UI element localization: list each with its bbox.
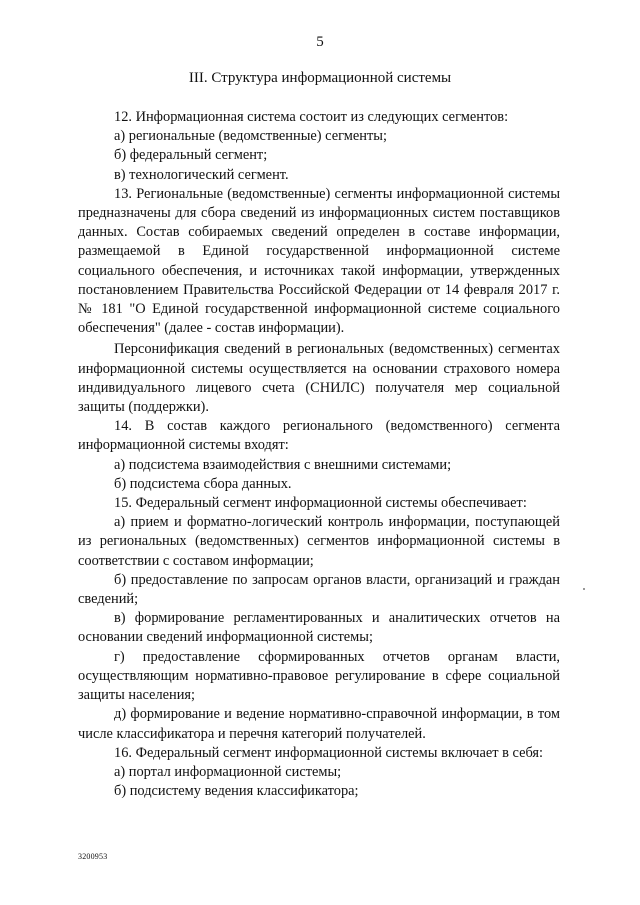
paragraph-15: 15. Федеральный сегмент информационной системы обеспечивает: (114, 495, 527, 512)
paragraph-16-b: б) подсистему ведения классификатора; (114, 783, 359, 800)
paragraph-14-a: а) подсистема взаимодействия с внешними системами; (114, 456, 452, 473)
page-number: 5 (316, 34, 324, 50)
section-title: III. Структура информационной системы (188, 70, 452, 86)
paragraph-12-c: в) технологический сегмент. (114, 166, 289, 183)
paragraph-15-d: г) предоставление сформированных отчетов органам власти, осуществляющим нормативно-правовое регулирование в сфере социальной защиты населения; (78, 648, 560, 704)
paragraph-16-a: а) портал информационной системы; (114, 763, 342, 780)
paragraph-15-b: б) предоставление по запросам органов власти, организаций и граждан сведений; (78, 571, 560, 608)
paragraph-13: 13. Региональные (ведомственные) сегменты информационной системы предназначены для сбора сведений из информационных систем поставщиков данных. Состав собираемых сведений определен в составе информации, размещаемой в Единой государственной информационной системе социального обеспечения, и источниках такой информации, утвержденных постановлением Правительства Российской Федерации от 14 февраля 2017 г. № 181 "О Единой государственной информационной системе социального обеспечения" (далее - состав информации). (78, 185, 560, 337)
paragraph-16: 16. Федеральный сегмент информационной системы включает в себя: (114, 744, 544, 761)
paragraph-14-b: б) подсистема сбора данных. (114, 475, 292, 492)
paragraph-15-c: в) формирование регламентированных и аналитических отчетов на основании сведений информационной системы; (78, 610, 560, 646)
paragraph-12-a: а) региональные (ведомственные) сегменты; (114, 128, 387, 145)
paragraph-12-b: б) федеральный сегмент; (114, 147, 268, 164)
document-code: 3200953 (78, 852, 108, 861)
paragraph-12: 12. Информационная система состоит из следующих сегментов: (114, 109, 509, 125)
scan-speck (583, 588, 585, 590)
paragraph-personification: Персонификация сведений в региональных (ведомственных) сегментах информационной системы осуществляется на основании страхового номера индивидуального лицевого счета (СНИЛС) получателя мер социальной защиты (поддержки). (78, 341, 560, 416)
paragraph-15-a: а) прием и форматно-логический контроль информации, поступающей из региональных (ведомственных) сегментов информационной системы в соответствии с составом информации; (78, 514, 560, 569)
paragraph-14: 14. В состав каждого регионального (ведомственного) сегмента информационной системы входят: (78, 418, 560, 454)
paragraph-15-e: д) формирование и ведение нормативно-справочной информации, в том числе классификатора и перечня категорий получателей. (78, 706, 560, 742)
document-body (78, 108, 560, 801)
